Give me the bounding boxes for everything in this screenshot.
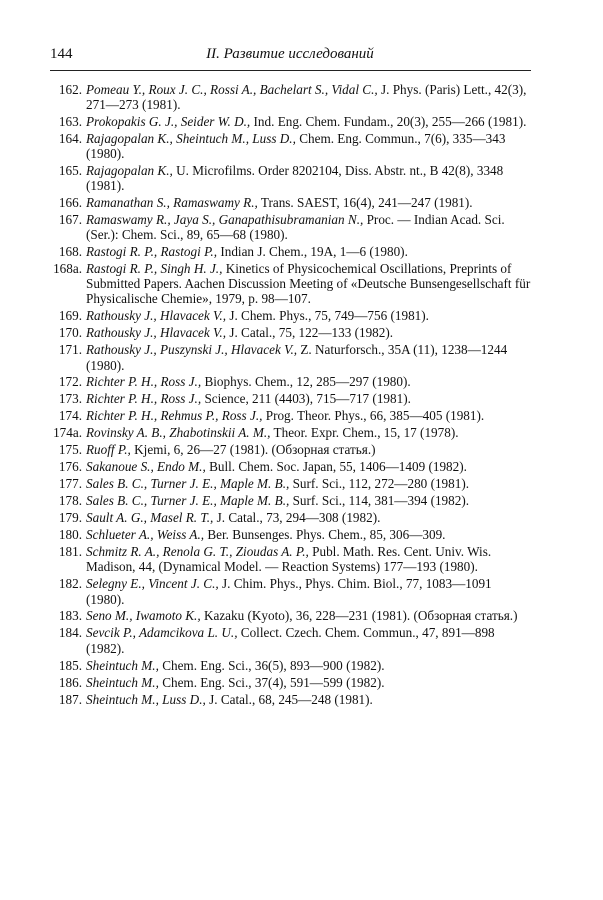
reference-authors: Sales B. C., Turner J. E., Maple M. B.,: [86, 493, 290, 509]
reference-details: Chem. Eng. Commun., 7(6), 335—343 (1980).: [86, 131, 506, 162]
reference-number: 172.: [58, 374, 82, 390]
reference-number: 179.: [58, 510, 82, 526]
reference-details: Science, 211 (4403), 715—717 (1981).: [201, 391, 411, 407]
reference-entry: [50, 114, 532, 129]
reference-authors: Rovinsky A. B., Zhabotinskii A. M.,: [86, 425, 271, 441]
page-header: [50, 46, 530, 68]
reference-authors: Richter P. H., Ross J.,: [86, 374, 202, 390]
reference-entry: [50, 163, 532, 193]
reference-entry: [50, 374, 532, 389]
reference-number: 185.: [58, 657, 82, 673]
reference-entry: [50, 442, 532, 457]
reference-entry: [50, 261, 532, 306]
reference-details: Indian J. Chem., 19A, 1—6 (1980).: [217, 244, 408, 260]
reference-authors: Sheintuch M., Luss D.,: [86, 691, 206, 707]
reference-authors: Seno M., Iwamoto K.,: [86, 608, 201, 624]
reference-details: Collect. Czech. Chem. Commun., 47, 891—898 (1982).: [86, 625, 495, 656]
reference-details: Surf. Sci., 114, 381—394 (1982).: [289, 493, 470, 509]
reference-number: 164.: [58, 131, 82, 147]
reference-details: Kazaku (Kyoto), 36, 228—231 (1981). (Обзорная статья.): [200, 608, 518, 624]
reference-authors: Rathousky J., Puszynski J., Hlavacek V.,: [86, 342, 298, 358]
reference-details: Proc. — Indian Acad. Sci. (Ser.): Chem. Sci., 89, 65—68 (1980).: [86, 212, 505, 243]
header-rule: [50, 70, 531, 71]
reference-details: J. Phys. (Paris) Lett., 42(3), 271—273 (1981).: [86, 82, 527, 113]
reference-details: U. Microfilms. Order 8202104, Diss. Abstr. nt., B 42(8), 3348 (1981).: [86, 163, 504, 194]
reference-authors: Sault A. G., Masel R. T.,: [86, 510, 214, 526]
reference-number: 162.: [58, 82, 82, 97]
reference-authors: Sevcik P., Adamcikova L. U.,: [86, 625, 238, 641]
reference-list: [50, 82, 532, 709]
reference-entry: [50, 576, 532, 606]
reference-details: Kinetics of Physicochemical Oscillations, Preprints of Submitted Papers. Aachen Discussion Meeting of «Deutsche Bunsengesellschaft für Physicalische Chemie», 1979, p. 98—107.: [86, 261, 531, 307]
reference-entry: [50, 544, 532, 574]
reference-authors: Sales B. C., Turner J. E., Maple M. B.,: [86, 476, 290, 492]
reference-number: 165.: [58, 163, 82, 179]
reference-entry: [50, 493, 532, 508]
reference-details: Biophys. Chem., 12, 285—297 (1980).: [201, 374, 411, 390]
reference-number: 163.: [58, 114, 82, 130]
reference-details: Publ. Math. Res. Cent. Univ. Wis. Madison, 44, (Dynamical Model. — Reaction Systems) 177—193 (1980).: [86, 544, 492, 575]
reference-entry: [50, 195, 532, 210]
reference-authors: Sakanoue S., Endo M.,: [86, 459, 206, 475]
reference-entry: [50, 692, 532, 707]
reference-authors: Rajagopalan K.,: [86, 163, 173, 179]
reference-number: 187.: [58, 691, 82, 707]
reference-number: 178.: [58, 493, 82, 509]
reference-entry: [50, 608, 532, 623]
reference-authors: Ramanathan S., Ramaswamy R.,: [86, 195, 258, 211]
reference-details: Theor. Expr. Chem., 15, 17 (1978).: [270, 425, 459, 441]
reference-authors: Schmitz R. A., Renola G. T., Zioudas A. P.,: [86, 544, 309, 560]
reference-number: 182.: [58, 576, 82, 592]
reference-details: Kjemi, 6, 26—27 (1981). (Обзорная статья.): [130, 442, 376, 458]
reference-number: 184.: [58, 625, 82, 641]
reference-entry: [50, 408, 532, 423]
reference-details: Chem. Eng. Sci., 36(5), 893—900 (1982).: [158, 657, 385, 673]
reference-entry: [50, 342, 532, 372]
reference-authors: Rathousky J., Hlavacek V.,: [86, 325, 227, 341]
reference-entry: [50, 675, 532, 690]
reference-number: 171.: [58, 342, 82, 358]
reference-entry: [50, 325, 532, 340]
reference-details: Ber. Bunsenges. Phys. Chem., 85, 306—309.: [204, 527, 446, 543]
reference-details: J. Catal., 73, 294—308 (1982).: [213, 510, 381, 526]
reference-entry: [50, 308, 532, 323]
reference-entry: [50, 459, 532, 474]
reference-details: Bull. Chem. Soc. Japan, 55, 1406—1409 (1982).: [205, 459, 467, 475]
reference-entry: [50, 625, 532, 655]
reference-entry: [50, 212, 532, 242]
reference-details: Surf. Sci., 112, 272—280 (1981).: [289, 476, 470, 492]
reference-number: 173.: [58, 391, 82, 407]
reference-number: 186.: [58, 674, 82, 690]
reference-number: 166.: [58, 195, 82, 211]
reference-number: 175.: [58, 442, 82, 458]
reference-authors: Sheintuch M.,: [86, 657, 159, 673]
reference-authors: Pomeau Y., Roux J. C., Rossi A., Bachelart S., Vidal C.,: [86, 82, 378, 97]
reference-entry: [50, 244, 532, 259]
reference-authors: Prokopakis G. J., Seider W. D.,: [86, 114, 251, 130]
reference-entry: [50, 391, 532, 406]
reference-entry: [50, 476, 532, 491]
reference-details: Ind. Eng. Chem. Fundam., 20(3), 255—266 (1981).: [250, 114, 527, 130]
reference-number: 169.: [58, 308, 82, 324]
reference-entry: [50, 131, 532, 161]
reference-entry: [50, 658, 532, 673]
reference-entry: [50, 510, 532, 525]
reference-number: 176.: [58, 459, 82, 475]
reference-details: Z. Naturforsch., 35A (11), 1238—1244 (1980).: [86, 342, 508, 373]
reference-authors: Ramaswamy R., Jaya S., Ganapathisubramanian N.,: [86, 212, 364, 228]
reference-entry: [50, 82, 532, 112]
reference-authors: Rastogi R. P., Singh H. J.,: [86, 261, 223, 277]
reference-number: 168.: [58, 244, 82, 260]
reference-authors: Rajagopalan K., Sheintuch M., Luss D.,: [86, 131, 296, 147]
reference-details: J. Chem. Phys., 75, 749—756 (1981).: [226, 308, 429, 324]
reference-details: J. Catal., 75, 122—133 (1982).: [226, 325, 394, 341]
reference-entry: [50, 425, 532, 440]
reference-number: 174a.: [53, 425, 82, 441]
reference-details: J. Chim. Phys., Phys. Chim. Biol., 77, 1083—1091 (1980).: [86, 576, 492, 607]
reference-number: 170.: [58, 325, 82, 341]
reference-authors: Ruoff P.,: [86, 442, 131, 458]
page-number: 144: [50, 46, 73, 62]
reference-number: 181.: [58, 544, 82, 560]
reference-authors: Selegny E., Vincent J. C.,: [86, 576, 219, 592]
reference-number: 168a.: [53, 261, 82, 277]
reference-authors: Richter P. H., Rehmus P., Ross J.,: [86, 408, 263, 424]
reference-authors: Rathousky J., Hlavacek V.,: [86, 308, 227, 324]
reference-details: Trans. SAEST, 16(4), 241—247 (1981).: [257, 195, 473, 211]
reference-entry: [50, 527, 532, 542]
reference-details: J. Catal., 68, 245—248 (1981).: [205, 691, 373, 707]
reference-authors: Rastogi R. P., Rastogi P.,: [86, 244, 218, 260]
reference-authors: Richter P. H., Ross J.,: [86, 391, 202, 407]
reference-authors: Schlueter A., Weiss A.,: [86, 527, 205, 543]
reference-number: 180.: [58, 527, 82, 543]
reference-number: 174.: [58, 408, 82, 424]
reference-number: 177.: [58, 476, 82, 492]
reference-number: 183.: [58, 608, 82, 624]
reference-number: 167.: [58, 212, 82, 228]
running-title: II. Развитие исследований: [206, 46, 374, 62]
reference-details: Chem. Eng. Sci., 37(4), 591—599 (1982).: [158, 674, 385, 690]
reference-authors: Sheintuch M.,: [86, 674, 159, 690]
reference-details: Prog. Theor. Phys., 66, 385—405 (1981).: [262, 408, 485, 424]
